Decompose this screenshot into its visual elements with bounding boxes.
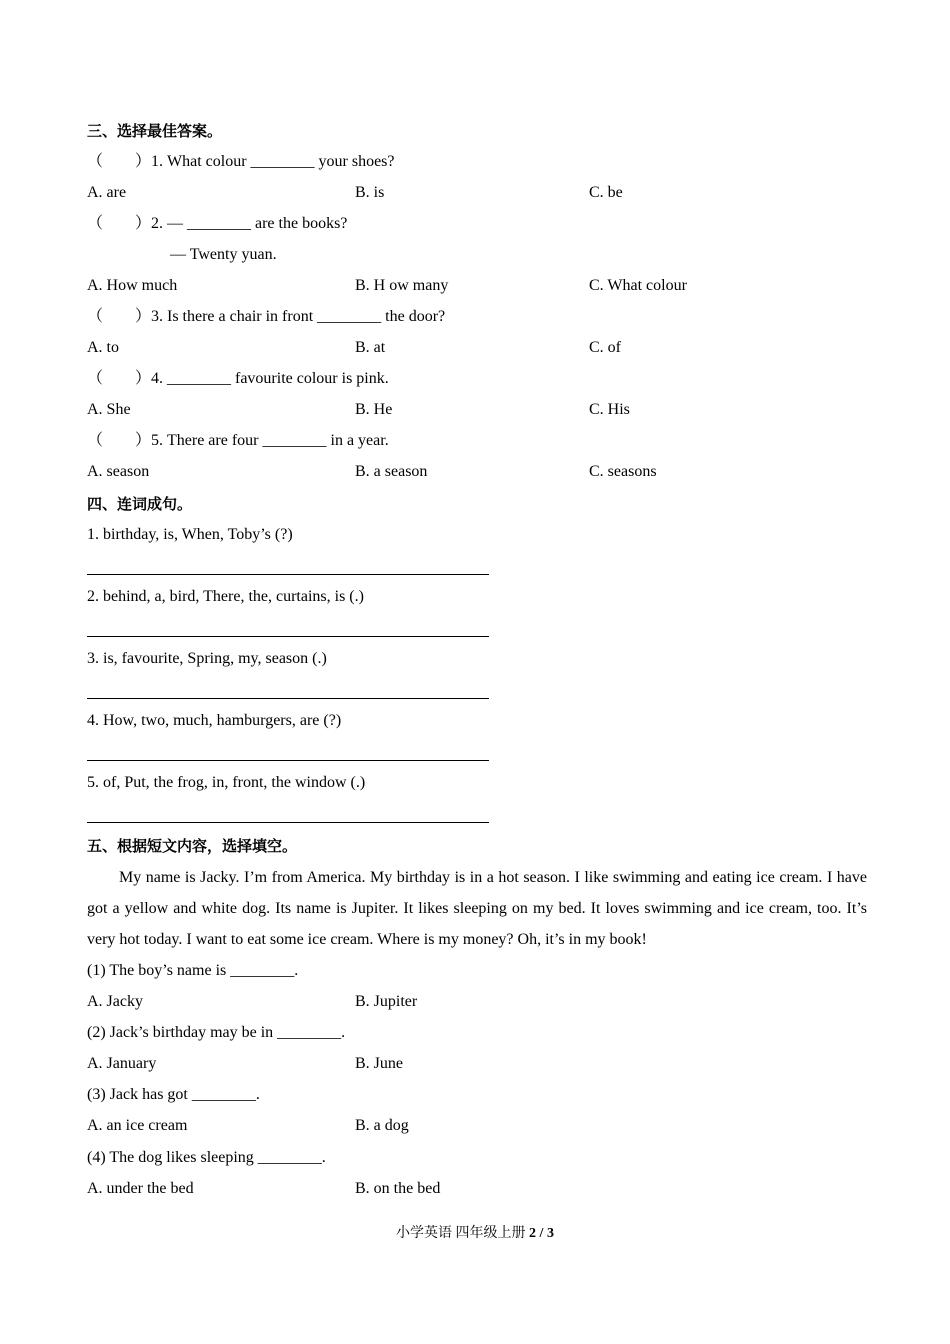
- answer-line[interactable]: [87, 760, 489, 761]
- question-stem: （ ）2. — ________ are the books?: [87, 215, 348, 232]
- question-stem: （ ）1. What colour ________ your shoes?: [87, 153, 395, 170]
- option-b: B. June: [355, 1055, 403, 1072]
- option-b: B. on the bed: [355, 1180, 441, 1197]
- reorder-prompt: 4. How, two, much, hamburgers, are (?): [87, 712, 342, 729]
- question-stem: (3) Jack has got ________.: [87, 1086, 260, 1103]
- page-number-separator: /: [539, 1226, 544, 1241]
- option-c: C. What colour: [589, 277, 687, 294]
- reorder-prompt: 1. birthday, is, When, Toby’s (?): [87, 526, 293, 543]
- option-a: A. How much: [87, 277, 178, 294]
- option-b: B. Jupiter: [355, 993, 418, 1010]
- option-c: C. be: [589, 184, 623, 201]
- option-b: B. He: [355, 401, 393, 418]
- question-stem: （ ）3. Is there a chair in front ________ the door?: [87, 308, 446, 325]
- option-a: A. January: [87, 1055, 157, 1072]
- option-c: C. His: [589, 401, 630, 418]
- option-a: A. She: [87, 401, 131, 418]
- option-b: B. a season: [355, 463, 428, 480]
- option-b: B. at: [355, 339, 386, 356]
- answer-line[interactable]: [87, 574, 489, 575]
- option-a: A. Jacky: [87, 993, 143, 1010]
- option-b: B. H ow many: [355, 277, 449, 294]
- question-stem: (2) Jack’s birthday may be in ________.: [87, 1024, 346, 1041]
- question-stem: （ ）5. There are four ________ in a year.: [87, 432, 389, 449]
- answer-line[interactable]: [87, 822, 489, 823]
- reorder-prompt: 3. is, favourite, Spring, my, season (.): [87, 650, 327, 667]
- page-footer: [0, 1224, 950, 1244]
- answer-line[interactable]: [87, 698, 489, 699]
- section5-title: 五、根据短文内容，选择填空。: [87, 837, 298, 855]
- page-number-total: 3: [546, 1226, 554, 1241]
- option-c: C. of: [589, 339, 621, 356]
- option-a: A. season: [87, 463, 150, 480]
- question-stem: （ ）4. ________ favourite colour is pink.: [87, 370, 389, 387]
- option-a: A. are: [87, 184, 127, 201]
- option-a: A. an ice cream: [87, 1117, 188, 1134]
- option-c: C. seasons: [589, 463, 657, 480]
- question-stem: (4) The dog likes sleeping ________.: [87, 1149, 326, 1166]
- reorder-prompt: 5. of, Put, the frog, in, front, the window (.): [87, 774, 366, 791]
- footer-label: 小学英语 四年级上册: [396, 1226, 526, 1241]
- section3-title: 三、选择最佳答案。: [87, 122, 223, 140]
- option-b: B. is: [355, 184, 385, 201]
- option-a: A. under the bed: [87, 1180, 194, 1197]
- reorder-prompt: 2. behind, a, bird, There, the, curtains, is (.): [87, 588, 364, 605]
- section4-title: 四、连词成句。: [87, 495, 193, 513]
- question-stem: (1) The boy’s name is ________.: [87, 962, 299, 979]
- option-b: B. a dog: [355, 1117, 409, 1134]
- reading-passage: My name is Jacky. I’m from America. My birthday is in a hot season. I like swimming and eating ice cream. I have got a yellow and white dog. Its name is Jupiter. It likes sleeping on my bed. It loves swimming and ice cream, too. It’s very hot today. I want to eat some ice cream. Where is my money? Oh, it’s in my book!: [87, 869, 867, 948]
- option-a: A. to: [87, 339, 119, 356]
- answer-line[interactable]: [87, 636, 489, 637]
- page-number-current: 2: [529, 1226, 537, 1241]
- question-answer-line: — Twenty yuan.: [170, 246, 277, 263]
